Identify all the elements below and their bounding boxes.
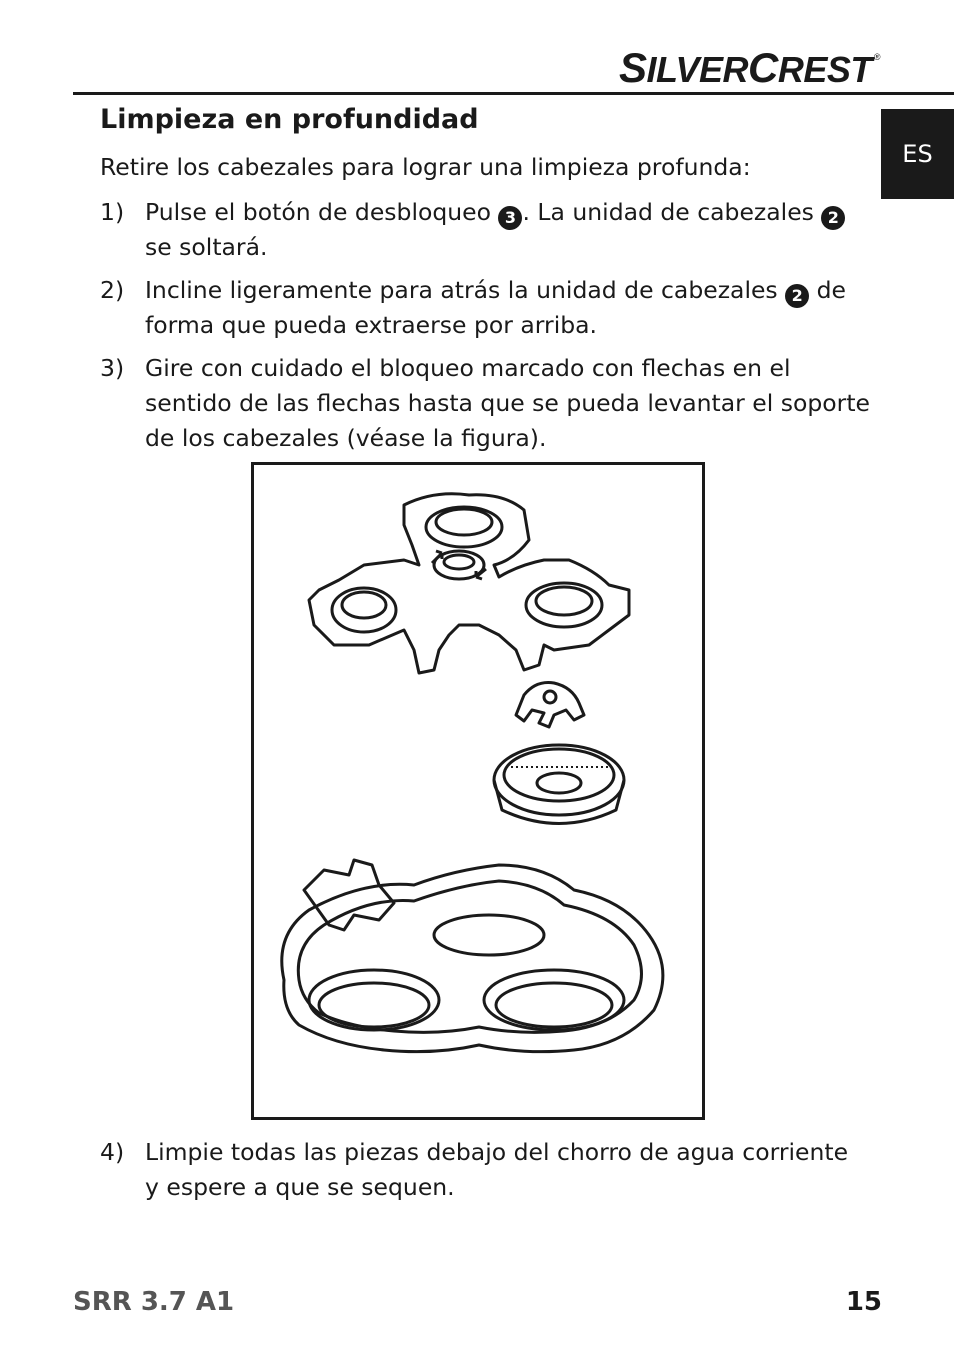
header-rule: [73, 92, 954, 95]
language-tab: ES: [881, 109, 954, 199]
ref-number-badge: 2: [785, 284, 809, 308]
step-1: 1) Pulse el botón de desbloqueo 3 . La unidad de cabezales 2 se soltará.: [100, 195, 860, 265]
ref-number-badge: 3: [498, 206, 522, 230]
ref-number-badge: 2: [821, 206, 845, 230]
section-title: Limpieza en profundidad: [100, 104, 479, 135]
step-4: 4) Limpie todas las piezas debajo del chorro de agua corriente y espere a que se sequen.: [100, 1138, 849, 1201]
cutter-holder-illustration: [309, 494, 629, 673]
figure-shaver-head-disassembly: [251, 462, 705, 1120]
spring-clip-illustration: [516, 683, 584, 728]
cutter-ring-illustration: [494, 745, 624, 824]
head-base-illustration: [282, 860, 663, 1052]
page-number: 15: [845, 1287, 882, 1317]
intro-text: Retire los cabezales para lograr una limpieza profunda:: [100, 153, 751, 181]
footer-model: SRR 3.7 A1: [73, 1287, 235, 1317]
step-2: 2) Incline ligeramente para atrás la unidad de cabezales 2 de forma que pueda extraerse por arriba.: [100, 276, 847, 339]
brand-logo: SILVERCREST ®: [618, 44, 880, 91]
step-3: 3) Gire con cuidado el bloqueo marcado con flechas en el sentido de las flechas hasta que se pueda levantar el soporte de los cabezales (véase la figura).: [100, 354, 871, 452]
